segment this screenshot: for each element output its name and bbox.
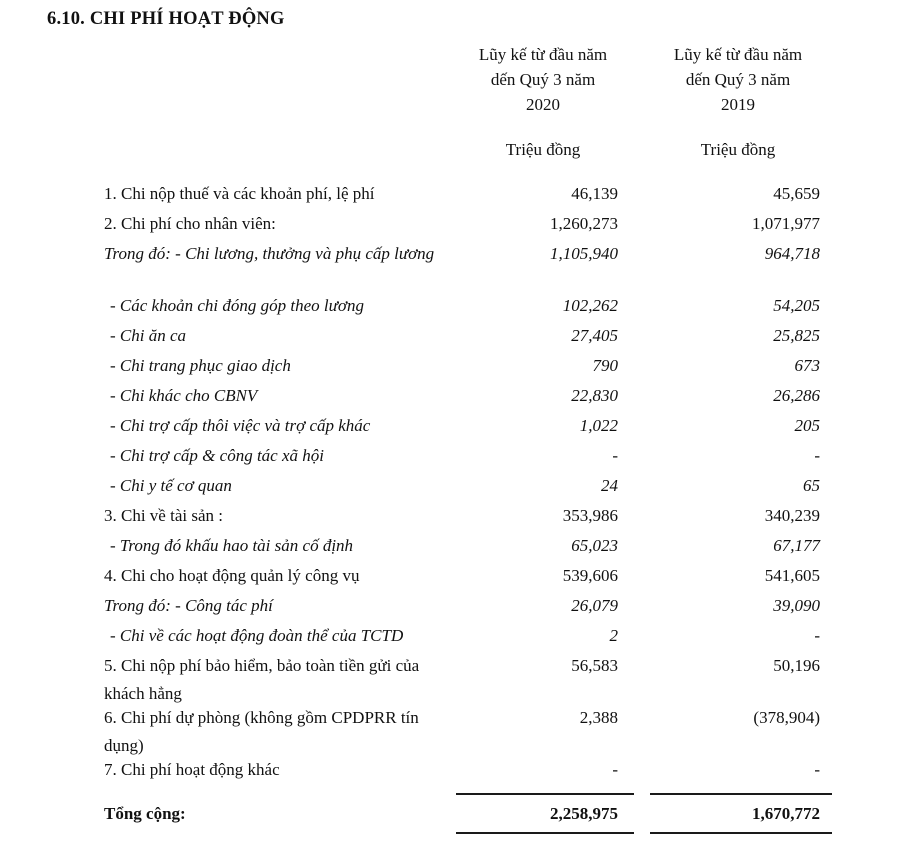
row-value-2019: 54,205 <box>773 296 820 315</box>
table-row <box>0 352 897 382</box>
table-row <box>0 502 897 532</box>
row-value-2019: 1,071,977 <box>752 214 820 233</box>
row-value-2020: - <box>612 446 618 465</box>
row-value-2020: - <box>612 760 618 779</box>
row-label: - Chi về các hoạt động đoàn thể của TCTD <box>110 626 404 645</box>
row-value-2019: - <box>814 446 820 465</box>
table-row <box>0 210 897 240</box>
row-value-2019: - <box>814 626 820 645</box>
row-label: 5. Chi nộp phí bảo hiểm, bảo toàn tiền gửi của khách hẳng <box>104 656 420 703</box>
table-row <box>0 592 897 622</box>
row-value-2019: 25,825 <box>773 326 820 345</box>
row-label: - Chi trợ cấp & công tác xã hội <box>110 446 324 465</box>
row-value-2019: 26,286 <box>773 386 820 405</box>
row-value-2020: 790 <box>592 356 618 375</box>
total-rule-top-2020 <box>456 793 634 795</box>
total-rule-bottom-2019 <box>650 832 832 834</box>
row-value-2019: 45,659 <box>773 184 820 203</box>
row-value-2020: 65,023 <box>571 536 618 555</box>
row-label: 1. Chi nộp thuế và các khoản phí, lệ phí <box>104 184 375 203</box>
row-value-2019: 541,605 <box>764 566 820 585</box>
table-row <box>0 532 897 562</box>
table-row <box>0 472 897 502</box>
table-row <box>0 240 897 292</box>
row-value-2019: 65 <box>803 476 820 495</box>
row-value-2020: 1,260,273 <box>550 214 618 233</box>
row-value-2020: 353,986 <box>562 506 618 525</box>
row-value-2020: 22,830 <box>571 386 618 405</box>
column-unit-2019: Triệu đồng <box>700 140 776 159</box>
table-row <box>0 442 897 472</box>
row-label: - Chi ăn ca <box>110 326 187 345</box>
row-label: 4. Chi cho hoạt động quản lý công vụ <box>104 566 360 585</box>
row-label: 7. Chi phí hoạt động khác <box>104 760 280 779</box>
row-value-2019: 67,177 <box>773 536 820 555</box>
row-value-2020: 24 <box>601 476 618 495</box>
table-column-headers <box>0 42 897 162</box>
row-value-2019: 340,239 <box>764 506 820 525</box>
total-value-2019: 1,670,772 <box>752 804 820 823</box>
row-label: 2. Chi phí cho nhân viên: <box>104 214 276 233</box>
row-value-2019: 50,196 <box>773 656 820 675</box>
column-header-year: 2020 <box>526 95 560 114</box>
row-value-2020: 1,105,940 <box>550 244 618 263</box>
row-value-2019: 39,090 <box>773 596 820 615</box>
column-unit-2020: Triệu đồng <box>505 140 581 159</box>
column-header-line-2: dến Quý 3 năm <box>490 70 596 89</box>
row-value-2020: 26,079 <box>571 596 618 615</box>
row-value-2020: 539,606 <box>562 566 618 585</box>
table-row <box>0 704 897 756</box>
table-row <box>0 322 897 352</box>
column-header-2020 <box>452 42 634 117</box>
row-label: - Các khoản chi đóng góp theo lương <box>110 296 364 315</box>
row-value-2019: - <box>814 760 820 779</box>
total-label: Tổng cộng: <box>104 804 186 823</box>
row-value-2019: 673 <box>794 356 820 375</box>
row-value-2019: (378,904) <box>753 708 820 727</box>
table-row <box>0 756 897 786</box>
table-row <box>0 292 897 322</box>
row-label: - Chi trợ cấp thôi việc và trợ cấp khác <box>110 416 371 435</box>
row-value-2020: 1,022 <box>579 416 618 435</box>
row-value-2019: 964,718 <box>764 244 820 263</box>
row-value-2020: 102,262 <box>562 296 618 315</box>
column-header-line-1: Lũy kế từ đầu năm <box>673 45 803 64</box>
row-value-2019: 205 <box>794 416 820 435</box>
total-rule-bottom-2020 <box>456 832 634 834</box>
table-row <box>0 622 897 652</box>
row-label: Trong đó: - Chi lương, thưởng và phụ cấp lương <box>104 244 435 263</box>
total-value-2020: 2,258,975 <box>550 804 618 823</box>
row-value-2020: 56,583 <box>571 656 618 675</box>
row-label: 6. Chi phí dự phòng (không gồm CPDPRR tín dụng) <box>104 708 419 755</box>
column-header-year: 2019 <box>721 95 755 114</box>
row-label: - Trong đó khấu hao tài sản cố định <box>110 536 354 555</box>
table-row <box>0 412 897 442</box>
page-title: 6.10. CHI PHÍ HOẠT ĐỘNG <box>47 9 285 29</box>
row-label: 3. Chi về tài sản : <box>104 506 223 525</box>
row-label: Trong đó: - Công tác phí <box>104 596 273 615</box>
row-value-2020: 27,405 <box>571 326 618 345</box>
table-row <box>0 562 897 592</box>
column-header-2019 <box>642 42 834 117</box>
column-header-line-1: Lũy kế từ đầu năm <box>478 45 608 64</box>
row-label: - Chi khác cho CBNV <box>110 386 258 405</box>
total-rule-top-2019 <box>650 793 832 795</box>
total-row <box>0 800 897 832</box>
table-row <box>0 382 897 412</box>
table-row <box>0 180 897 210</box>
row-value-2020: 46,139 <box>571 184 618 203</box>
row-label: - Chi y tế cơ quan <box>110 476 232 495</box>
column-header-line-2: dến Quý 3 năm <box>685 70 791 89</box>
row-label: - Chi trang phục giao dịch <box>110 356 291 375</box>
table-row <box>0 652 897 704</box>
row-value-2020: 2 <box>609 626 618 645</box>
row-value-2020: 2,388 <box>579 708 618 727</box>
